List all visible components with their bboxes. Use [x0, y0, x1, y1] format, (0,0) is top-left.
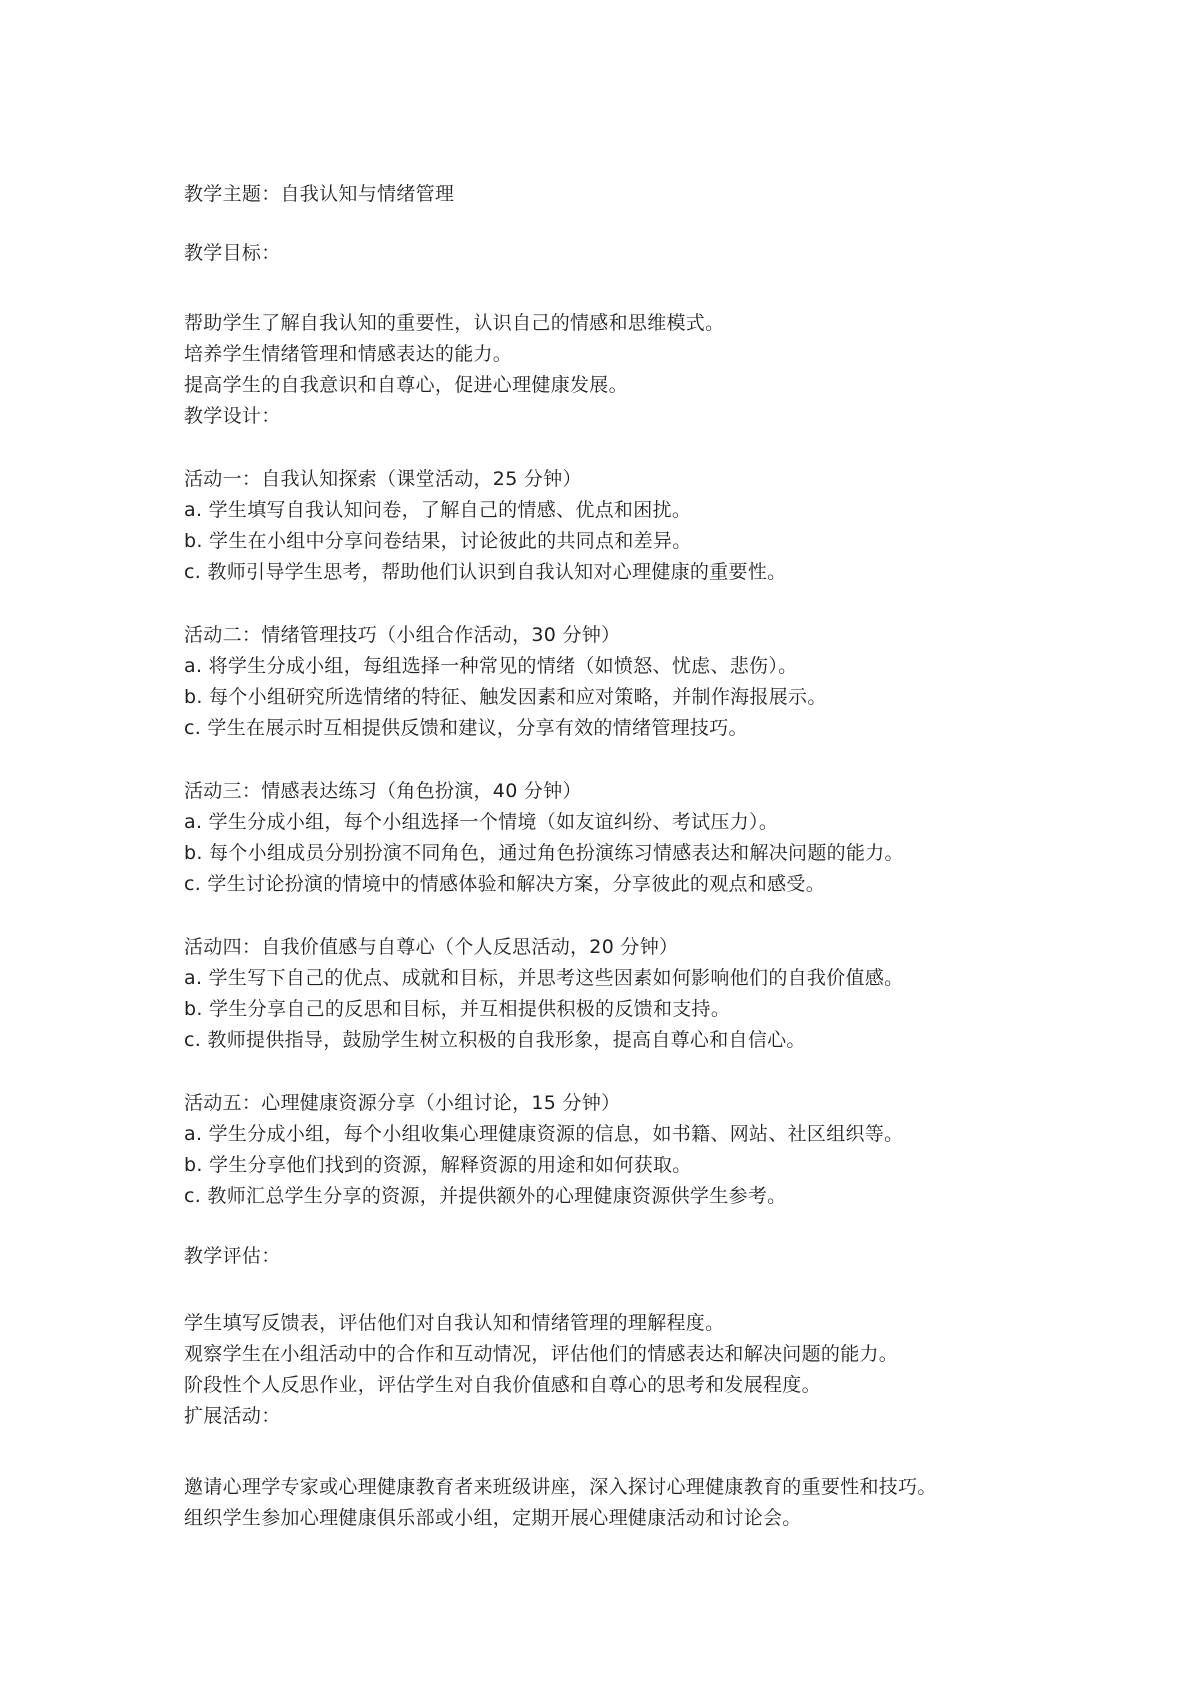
objective-item: 培养学生情绪管理和情感表达的能力。	[184, 343, 513, 365]
topic-heading: 教学主题：自我认知与情绪管理	[184, 183, 455, 205]
activity-step: a. 学生填写自我认知问卷，了解自己的情感、优点和困扰。	[184, 499, 692, 521]
activity-step: b. 每个小组研究所选情绪的特征、触发因素和应对策略，并制作海报展示。	[184, 686, 827, 708]
activity-step: b. 学生分享他们找到的资源，解释资源的用途和如何获取。	[184, 1154, 692, 1176]
evaluation-item: 观察学生在小组活动中的合作和互动情况，评估他们的情感表达和解决问题的能力。	[184, 1343, 899, 1365]
activity-step: a. 将学生分成小组，每组选择一种常见的情绪（如愤怒、忧虑、悲伤）。	[184, 655, 798, 677]
activity-title: 活动五：心理健康资源分享（小组讨论，15 分钟）	[184, 1092, 621, 1114]
extension-item: 组织学生参加心理健康俱乐部或小组，定期开展心理健康活动和讨论会。	[184, 1507, 802, 1529]
activity-step: a. 学生分成小组，每个小组选择一个情境（如友谊纠纷、考试压力）。	[184, 811, 779, 833]
design-heading: 教学设计：	[184, 405, 281, 427]
activity-title: 活动三：情感表达练习（角色扮演，40 分钟）	[184, 780, 582, 802]
objective-item: 帮助学生了解自我认知的重要性，认识自己的情感和思维模式。	[184, 312, 725, 334]
activity-title: 活动一：自我认知探索（课堂活动，25 分钟）	[184, 468, 582, 490]
activity-step: a. 学生分成小组，每个小组收集心理健康资源的信息，如书籍、网站、社区组织等。	[184, 1123, 904, 1145]
activity-step: c. 教师引导学生思考，帮助他们认识到自我认知对心理健康的重要性。	[184, 561, 787, 583]
evaluation-heading: 教学评估：	[184, 1245, 281, 1267]
evaluation-item: 阶段性个人反思作业，评估学生对自我价值感和自尊心的思考和发展程度。	[184, 1374, 821, 1396]
activity-title: 活动二：情绪管理技巧（小组合作活动，30 分钟）	[184, 624, 621, 646]
activity-step: c. 教师提供指导，鼓励学生树立积极的自我形象，提高自尊心和自信心。	[184, 1029, 806, 1051]
activity-step: c. 学生讨论扮演的情境中的情感体验和解决方案，分享彼此的观点和感受。	[184, 873, 826, 895]
evaluation-item: 学生填写反馈表，评估他们对自我认知和情绪管理的理解程度。	[184, 1312, 725, 1334]
activity-step: a. 学生写下自己的优点、成就和目标，并思考这些因素如何影响他们的自我价值感。	[184, 967, 904, 989]
activity-step: c. 教师汇总学生分享的资源，并提供额外的心理健康资源供学生参考。	[184, 1185, 787, 1207]
extension-item: 邀请心理学专家或心理健康教育者来班级讲座，深入探讨心理健康教育的重要性和技巧。	[184, 1476, 937, 1498]
activity-step: b. 学生在小组中分享问卷结果，讨论彼此的共同点和差异。	[184, 530, 692, 552]
activity-step: c. 学生在展示时互相提供反馈和建议，分享有效的情绪管理技巧。	[184, 717, 748, 739]
extension-heading: 扩展活动：	[184, 1405, 281, 1427]
objective-item: 提高学生的自我意识和自尊心，促进心理健康发展。	[184, 374, 628, 396]
activity-step: b. 学生分享自己的反思和目标，并互相提供积极的反馈和支持。	[184, 998, 731, 1020]
objectives-heading: 教学目标：	[184, 242, 281, 264]
activity-title: 活动四：自我价值感与自尊心（个人反思活动，20 分钟）	[184, 936, 679, 958]
activity-step: b. 每个小组成员分别扮演不同角色，通过角色扮演练习情感表达和解决问题的能力。	[184, 842, 904, 864]
